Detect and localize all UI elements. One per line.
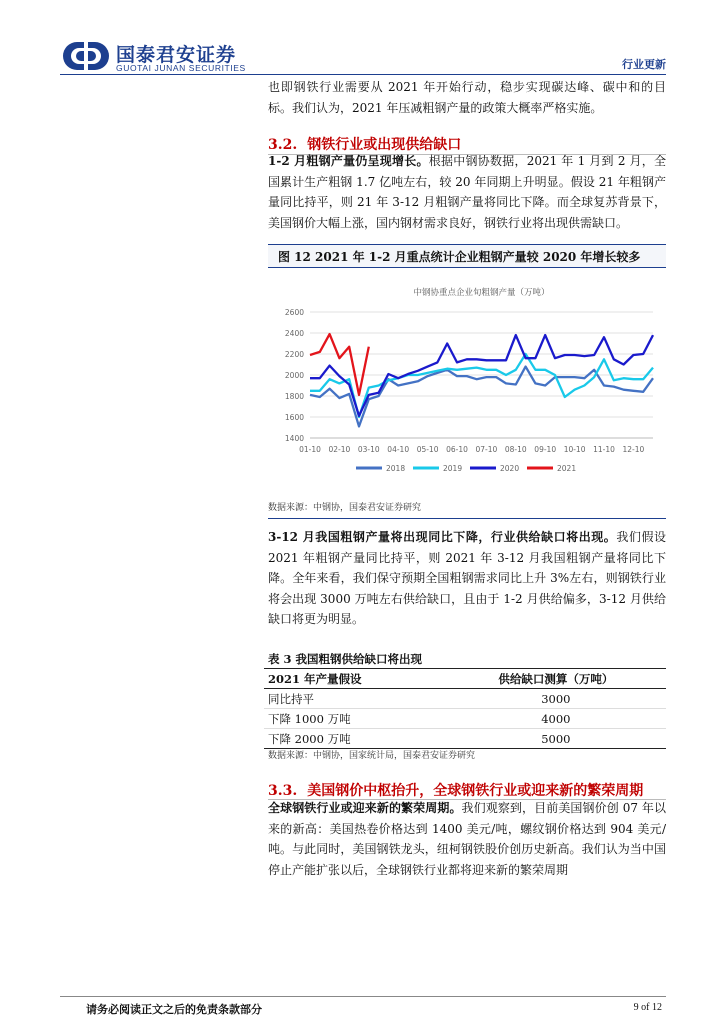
x-tick-label: 11-10 <box>593 445 615 454</box>
legend-label: 2019 <box>443 464 463 473</box>
section-title: 钢铁行业或出现供给缺口 <box>307 137 462 153</box>
table-source: 数据来源：中钢协，国家统计局，国泰君安证券研究 <box>268 751 476 761</box>
legend-label: 2020 <box>500 464 520 473</box>
y-tick-label: 2200 <box>284 350 304 359</box>
legend-label: 2021 <box>557 464 577 473</box>
paragraph-body: 我们观察到，目前美国钢价创 07 年以来的新高：美国热卷价格达到 1400 美元/吨，螺纹钢价格达到 904 美元/吨。与此同时，美国钢铁龙头，纽柯钢铁股价创历史新高。我们认为当中国停止产能扩张以后，全球钢铁行业都将迎来新的繁荣周期 <box>268 801 666 877</box>
table-row <box>264 729 666 749</box>
brand-name-cn: 国泰君安证券 <box>116 44 237 66</box>
y-tick-label: 2000 <box>284 371 304 380</box>
column-header: 供给缺口测算（万吨） <box>446 669 666 689</box>
x-tick-label: 07-10 <box>475 445 498 454</box>
y-tick-label: 2400 <box>284 329 304 338</box>
section-title: 美国钢价中枢抬升，全球钢铁行业或迎来新的繁荣周期 <box>307 783 644 799</box>
table-cell: 下降 2000 万吨 <box>264 729 446 749</box>
paragraph-lead: 全球钢铁行业或迎来新的繁荣周期。 <box>268 801 462 815</box>
paragraph-body: 我们假设 2021 年粗钢产量同比持平，则 2021 年 3-12 月我国粗钢产量将同比下降。全年来看，我们保守预期全国粗钢需求同比上升 3%左右，则钢铁行业将会出现 3000 万吨左右供给缺口，且由于 1-2 月供给偏多，3-12 月供给缺口将更为明显。 <box>268 530 666 626</box>
x-tick-label: 08-10 <box>504 445 527 454</box>
x-tick-label: 01-10 <box>299 445 321 454</box>
supply-gap-table <box>264 668 666 749</box>
supply-gap-paragraph <box>268 527 666 630</box>
x-tick-label: 05-10 <box>416 445 439 454</box>
table-row <box>264 709 666 729</box>
section-number: 3.2. <box>268 137 298 153</box>
y-tick-label: 1400 <box>284 434 304 443</box>
column-header: 2021 年产量假设 <box>264 669 446 689</box>
table-cell: 4000 <box>446 709 666 729</box>
section-3-3-heading <box>268 780 643 800</box>
table-cell: 3000 <box>446 689 666 709</box>
paragraph-lead: 3-12 月我国粗钢产量将出现同比下降，行业供给缺口将出现。 <box>268 530 617 544</box>
x-tick-label: 02-10 <box>328 445 351 454</box>
section-3-2-paragraph <box>268 151 666 233</box>
page-number: 9 of 12 <box>633 1002 662 1013</box>
y-tick-label: 1600 <box>284 413 304 422</box>
paragraph-body: 根据中钢协数据，2021 年 1 月到 2 月，全国累计生产粗钢 1.7 亿吨左右，较 20 年同期上升明显。假设 21 年粗钢产量同比持平，则 21 年 3-12 月粗钢产量将同比下降。而全球复苏背景下，美国钢价大幅上涨，国内钢材需求良好，钢铁行业将出现供需缺口。 <box>268 154 666 230</box>
table-cell: 下降 1000 万吨 <box>264 709 446 729</box>
figure-bottom-rule <box>268 518 666 519</box>
figure-caption: 图 12 2021 年 1-2 月重点统计企业粗钢产量较 2020 年增长较多 <box>268 244 666 268</box>
legend-label: 2018 <box>386 464 406 473</box>
chart-title: 中钢协重点企业旬粗钢产量（万吨） <box>413 288 550 298</box>
table-title: 表 3 我国粗钢供给缺口将出现 <box>268 652 423 666</box>
x-tick-label: 04-10 <box>387 445 410 454</box>
x-tick-label: 06-10 <box>446 445 468 454</box>
header-divider <box>60 74 666 75</box>
x-tick-label: 09-10 <box>534 445 557 454</box>
series-line-2021 <box>310 334 369 395</box>
brand-name-en: GUOTAI JUNAN SECURITIES <box>116 63 246 73</box>
table-row <box>264 689 666 709</box>
y-tick-label: 1800 <box>284 392 304 401</box>
paragraph-lead: 1-2 月粗钢产量仍呈现增长。 <box>268 154 429 168</box>
document-type: 行业更新 <box>622 58 666 71</box>
figure-source: 数据来源：中钢协，国泰君安证券研究 <box>268 503 422 513</box>
x-tick-label: 10-10 <box>563 445 586 454</box>
y-tick-label: 2600 <box>284 308 304 317</box>
steel-output-line-chart <box>268 274 666 484</box>
x-tick-label: 03-10 <box>357 445 380 454</box>
brand-logo-icon <box>62 41 110 71</box>
x-tick-label: 12-10 <box>622 445 645 454</box>
table-cell: 同比持平 <box>264 689 446 709</box>
footer-divider <box>60 996 666 997</box>
section-3-3-paragraph <box>268 798 666 880</box>
table-cell: 5000 <box>446 729 666 749</box>
intro-paragraph: 也即钢铁行业需要从 2021 年开始行动，稳步实现碳达峰、碳中和的目标。我们认为，2021 年压减粗钢产量的政策大概率严格实施。 <box>268 80 666 115</box>
table-header-row <box>264 669 666 689</box>
section-number: 3.3. <box>268 783 298 799</box>
footer-disclaimer: 请务必阅读正文之后的免责条款部分 <box>86 1003 262 1016</box>
